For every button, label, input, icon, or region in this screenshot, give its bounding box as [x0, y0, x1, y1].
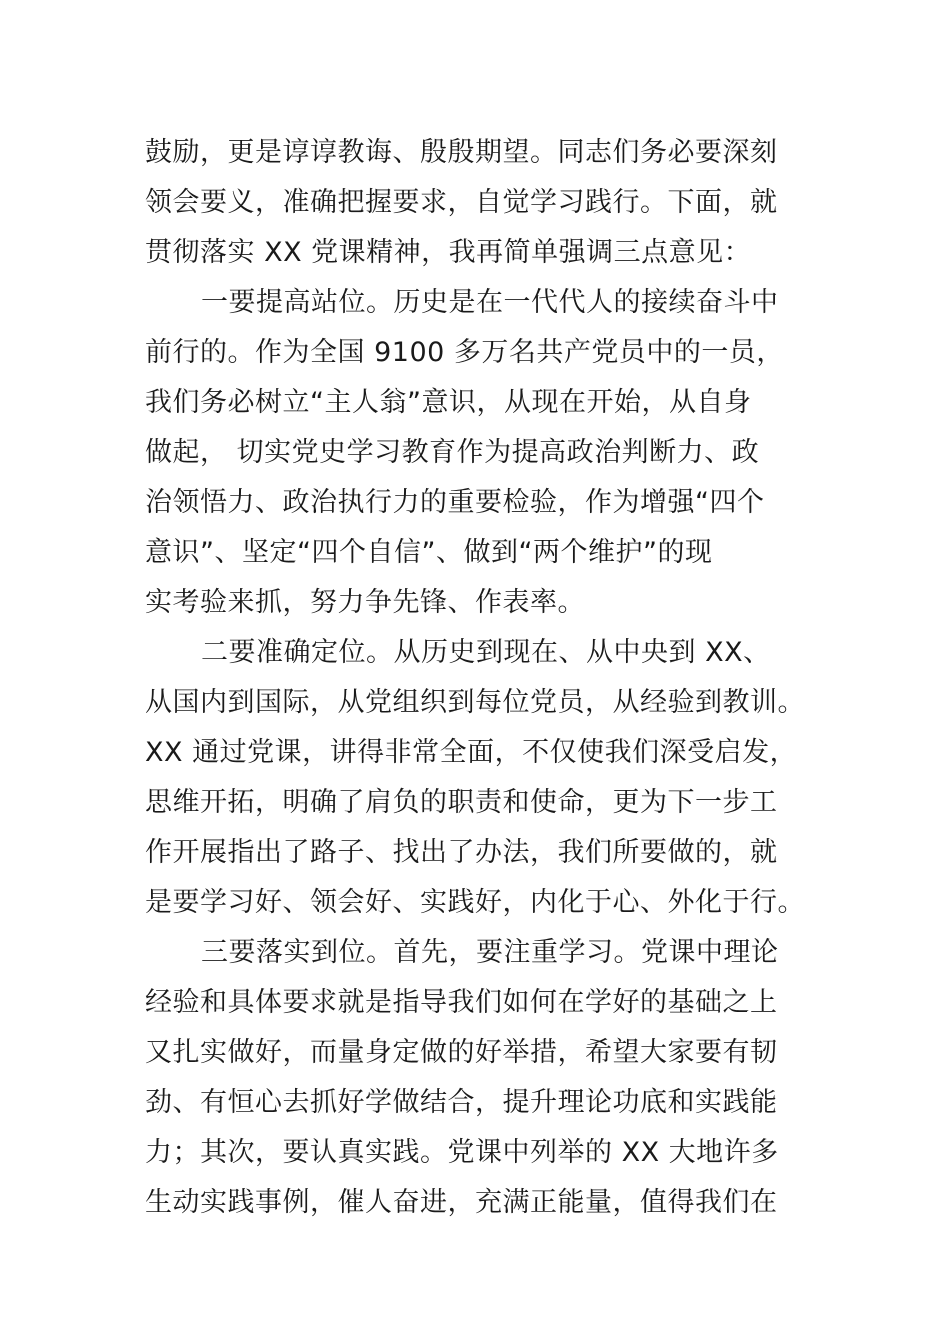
paragraph-line: 实考验来抓，努力争先锋、作表率。 [145, 587, 585, 618]
paragraph-first-line: 三要落实到位。首先，要注重学习。党课中理论 [201, 937, 779, 968]
paragraph-first-line: 一要提高站位。历史是在一代代人的接续奋斗中 [201, 287, 779, 318]
paragraph-line: 力；其次，要认真实践。党课中列举的 XX 大地许多 [145, 1137, 779, 1168]
paragraph-line: 治领悟力、政治执行力的重要检验，作为增强“四个 [145, 487, 765, 518]
paragraph-line: 又扎实做好，而量身定做的好举措，希望大家要有韧 [145, 1037, 778, 1068]
paragraph-line: 鼓励，更是谆谆教诲、殷殷期望。同志们务必要深刻 [145, 137, 778, 168]
paragraph-line: 从国内到国际，从党组织到每位党员，从经验到教训。 [145, 687, 805, 718]
paragraph-line: 领会要义，准确把握要求，自觉学习践行。下面，就 [145, 187, 778, 218]
paragraph-line: 劲、有恒心去抓好学做结合，提升理论功底和实践能 [145, 1087, 778, 1118]
paragraph-line: 思维开拓，明确了肩负的职责和使命，更为下一步工 [145, 787, 778, 818]
paragraph-line: 我们务必树立“主人翁”意识，从现在开始，从自身 [145, 387, 752, 418]
paragraph-line: 贯彻落实 XX 党课精神，我再简单强调三点意见： [145, 237, 752, 268]
paragraph-line: 前行的。作为全国 9100 多万名共产党员中的一员， [145, 337, 784, 368]
paragraph-line: 生动实践事例，催人奋进，充满正能量，值得我们在 [145, 1187, 778, 1218]
paragraph-line: 经验和具体要求就是指导我们如何在学好的基础之上 [145, 987, 778, 1018]
paragraph-first-line: 二要准确定位。从历史到现在、从中央到 XX、 [201, 637, 771, 668]
paragraph-line: 做起， 切实党史学习教育作为提高政治判断力、政 [145, 437, 760, 468]
paragraph-line: XX 通过党课，讲得非常全面，不仅使我们深受启发， [145, 737, 798, 768]
paragraph-line: 是要学习好、领会好、实践好，内化于心、外化于行。 [145, 887, 805, 918]
paragraph-line: 作开展指出了路子、找出了办法，我们所要做的，就 [145, 837, 778, 868]
document-body [145, 128, 845, 1228]
paragraph-line: 意识”、坚定“四个自信”、做到“两个维护”的现 [145, 537, 713, 568]
